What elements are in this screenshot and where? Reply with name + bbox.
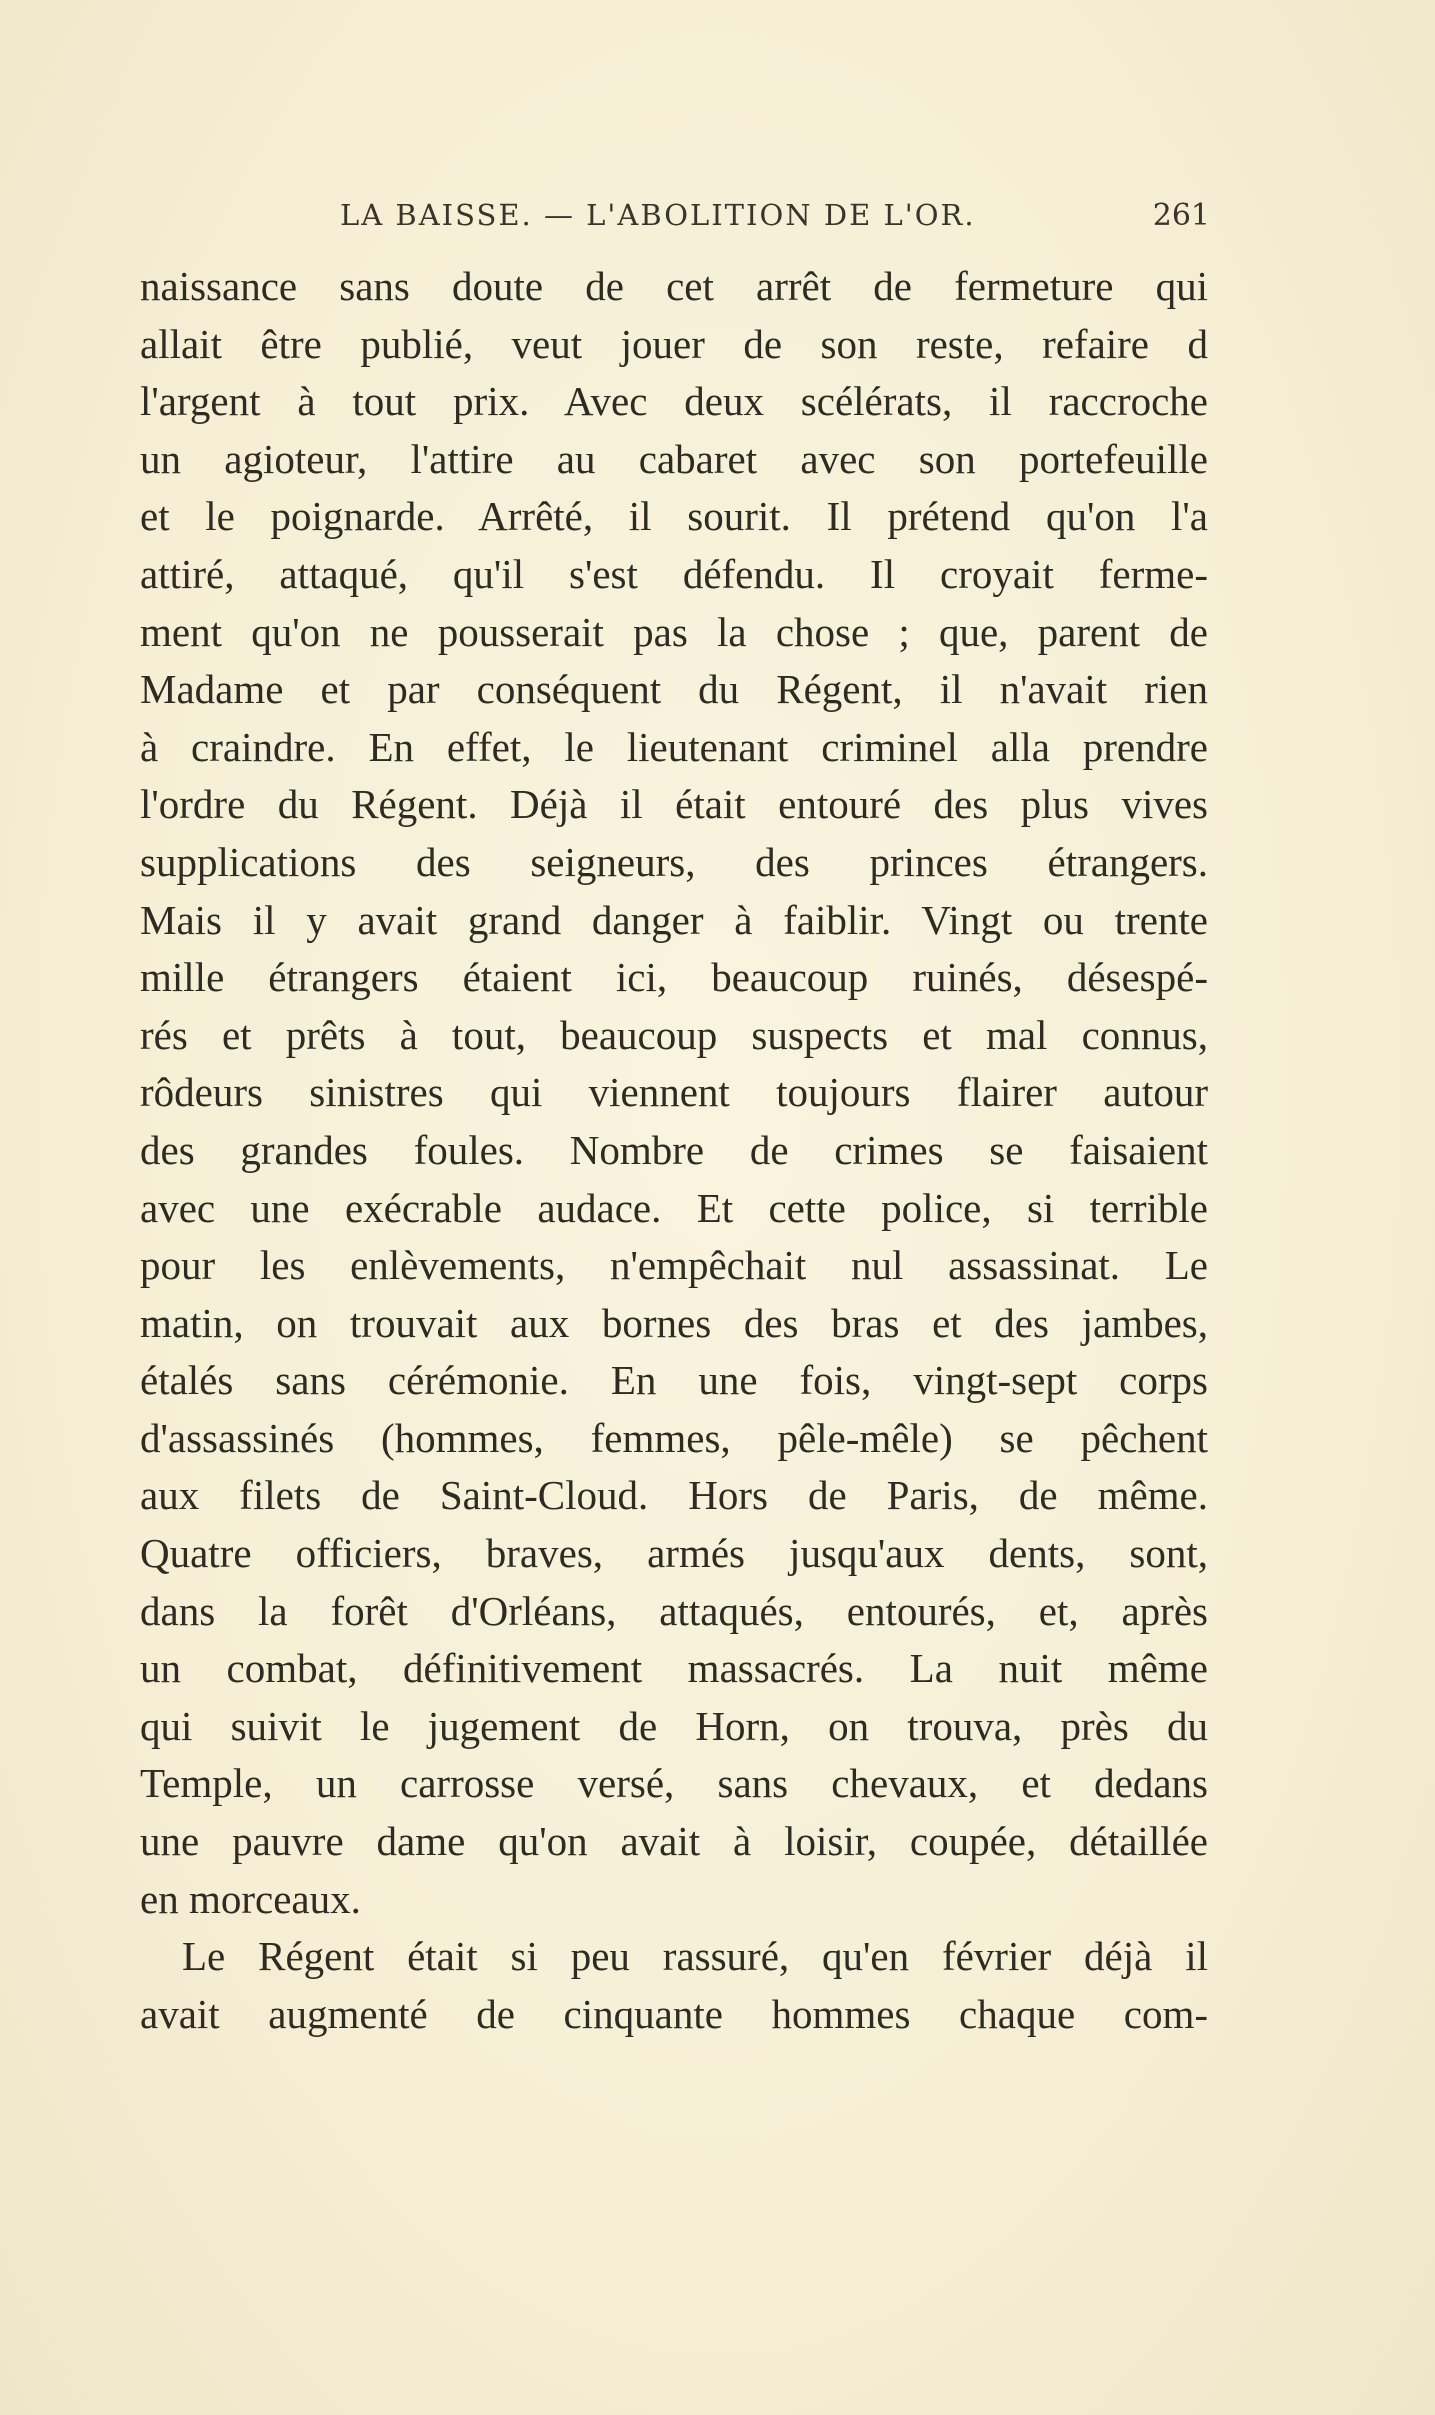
- text-line: avait augmenté de cinquante hommes chaque com-: [140, 1990, 1208, 2037]
- text-line: aux filets de Saint-Cloud. Hors de Paris, de même.: [140, 1472, 1208, 1519]
- text-line: allait être publié, veut jouer de son reste, refaire d: [140, 320, 1208, 367]
- text-line: ment qu'on ne pousserait pas la chose ; que, parent de: [140, 608, 1208, 655]
- text-line: dans la forêt d'Orléans, attaqués, entourés, et, après: [140, 1587, 1208, 1634]
- text-line: l'ordre du Régent. Déjà il était entouré des plus vives: [140, 781, 1208, 828]
- paragraph-end-line: en morceaux.: [140, 1875, 361, 1922]
- text-line: Madame et par conséquent du Régent, il n'avait rien: [140, 666, 1208, 713]
- text-line: rés et prêts à tout, beaucoup suspects et mal connus,: [140, 1011, 1208, 1058]
- text-line: pour les enlèvements, n'empêchait nul assassinat. Le: [140, 1242, 1208, 1289]
- text-line: Temple, un carrosse versé, sans chevaux, et dedans: [140, 1760, 1208, 1807]
- text-line: à craindre. En effet, le lieutenant criminel alla prendre: [140, 723, 1208, 770]
- text-line: l'argent à tout prix. Avec deux scélérats, il raccroche: [140, 378, 1208, 425]
- paragraph-start-line: Le Régent était si peu rassuré, qu'en février déjà il: [182, 1933, 1208, 1980]
- text-line: avec une exécrable audace. Et cette police, si terrible: [140, 1184, 1208, 1231]
- text-line: mille étrangers étaient ici, beaucoup ruinés, désespé-: [140, 954, 1208, 1001]
- text-line: matin, on trouvait aux bornes des bras et des jambes,: [140, 1299, 1208, 1346]
- text-line: attiré, attaqué, qu'il s'est défendu. Il croyait ferme-: [140, 550, 1208, 597]
- text-line: qui suivit le jugement de Horn, on trouva, près du: [140, 1702, 1208, 1749]
- running-head: LA BAISSE. — L'ABOLITION DE L'OR.: [340, 198, 976, 232]
- text-line: et le poignarde. Arrêté, il sourit. Il prétend qu'on l'a: [140, 493, 1208, 540]
- text-line: naissance sans doute de cet arrêt de fermeture qui: [140, 263, 1208, 309]
- text-line: supplications des seigneurs, des princes étrangers.: [140, 838, 1208, 885]
- page-header: [340, 198, 1210, 248]
- body-text: [140, 258, 1208, 2043]
- text-line: un agioteur, l'attire au cabaret avec son portefeuille: [140, 435, 1208, 482]
- page-number: 261: [1152, 198, 1210, 233]
- text-line: étalés sans cérémonie. En une fois, vingt-sept corps: [140, 1357, 1208, 1404]
- text-line: une pauvre dame qu'on avait à loisir, coupée, détaillée: [140, 1818, 1208, 1865]
- text-line: un combat, définitivement massacrés. La nuit même: [140, 1645, 1208, 1692]
- text-line: Mais il y avait grand danger à faiblir. Vingt ou trente: [140, 896, 1208, 943]
- text-line: d'assassinés (hommes, femmes, pêle-mêle) se pêchent: [140, 1414, 1208, 1461]
- text-line: Quatre officiers, braves, armés jusqu'aux dents, sont,: [140, 1530, 1208, 1577]
- text-line: des grandes foules. Nombre de crimes se faisaient: [140, 1126, 1208, 1173]
- text-line: rôdeurs sinistres qui viennent toujours flairer autour: [140, 1069, 1208, 1116]
